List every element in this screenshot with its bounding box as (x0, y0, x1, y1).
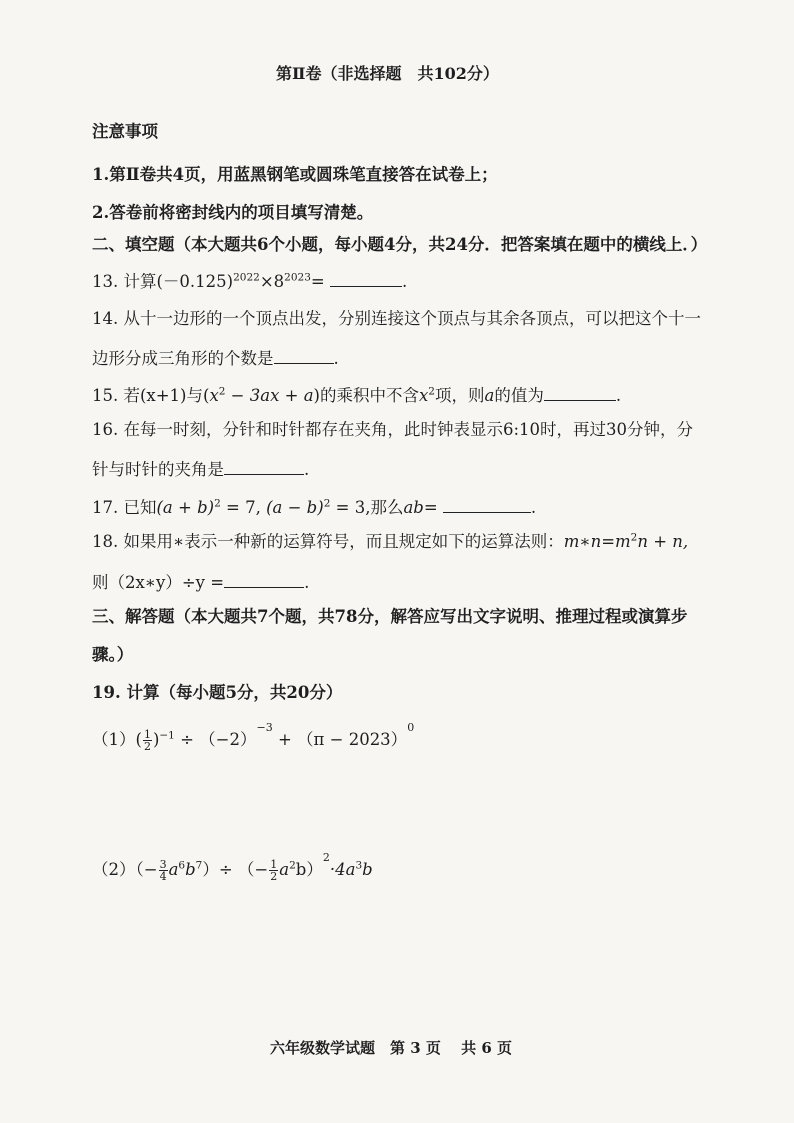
q18-answer-blank[interactable] (224, 569, 304, 588)
question-18-line-2: 则（2x∗y）÷y = . (92, 569, 309, 595)
q16-answer-blank[interactable] (224, 456, 304, 475)
q15-j: 的值为 (494, 386, 544, 405)
q18-rule-b: 2 (630, 531, 638, 544)
question-13: 13. 计算$(-0.125)^{2022}\times 8^{2023}=$ . (92, 268, 407, 294)
q19-p2-t4: b） (295, 860, 323, 879)
q19-p2-t5: ·4a (329, 860, 356, 879)
question-15: 15. 若(x+1)与$(x^2 - 3ax + a)$的乘积中不含$x^2$项，则a的值为 . (92, 382, 621, 408)
q15-e: )的乘积中不含 (313, 386, 419, 405)
notes-item-1: 1.第Ⅱ卷共4页，用蓝黑钢笔或圆珠笔直接答在试卷上； (92, 165, 498, 184)
q19-p1-frac-num: 1 (143, 728, 151, 741)
q17-d: = 7, (220, 498, 267, 517)
q19-p1-exp3: 0 (407, 721, 415, 734)
question-19-heading: 19. 计算（每小题5分，共20分） (92, 683, 343, 702)
section-2-heading: 二、填空题（本大题共6个小题，每小题4分，共24分．把答案填在题中的横线上．） (92, 235, 708, 254)
question-17: 17. 已知$(a + b)^2 = 7$, $(a - b)^2 = 3$,那么ab= . (92, 494, 536, 520)
q19-p1-plus: + （π − 2023） (272, 730, 408, 749)
q19-p2-t2e: 7 (195, 859, 203, 872)
q17-j: = (423, 498, 443, 517)
q16-text: 针与时针的夹角是 (92, 460, 224, 479)
q17-i: ab (403, 498, 424, 517)
question-16-line-2: 针与时针的夹角是 . (92, 456, 309, 482)
q19-part-2 (92, 851, 373, 884)
q19-p2-fraction-2 (269, 859, 278, 882)
q15-h: 项，则 (434, 386, 485, 405)
q15-b: x (209, 386, 219, 405)
q13-prefix: 13. 计算(－0.125) (92, 272, 234, 291)
q19-p2-t5e: 3 (355, 859, 363, 872)
section-3-heading-line-1: 三、解答题（本大题共7个题，共78分，解答应写出文字说明、推理过程或演算步 (92, 607, 688, 626)
q15-c: 2 (218, 385, 226, 398)
notes-heading: 注意事项 (92, 122, 158, 141)
q19-p2-t1: a (168, 860, 179, 879)
q19-p1-label: （1） (92, 730, 136, 749)
q17-e: (a − b) (266, 498, 324, 517)
q19-p2-t4e: 2 (322, 851, 330, 864)
q19-p1-mid: ÷ （−2） (174, 730, 257, 749)
q13-times: ×8 (259, 272, 285, 291)
q15-answer-blank[interactable] (544, 382, 616, 401)
section-title: 第Ⅱ卷（非选择题 共102分） (276, 64, 499, 83)
question-18-line-1 (92, 530, 688, 554)
question-16-line-1: 16. 在每一时刻，分针和时针都存在夹角，此时钟表显示6:10时，再过30分钟，分 (92, 420, 694, 439)
q19-part-1: （1）( $\frac{1}{2}$ )$^{-1}$ ÷ （−2）−3 + （π − 2023）0 (92, 728, 414, 754)
q13-exp1: 2022 (233, 271, 260, 284)
q14-answer-blank[interactable] (274, 345, 334, 364)
q19-p2-t2: b (185, 860, 196, 879)
q19-p2-frac1-den: 4 (159, 870, 167, 883)
q19-p2-t6: b (362, 860, 373, 879)
q14-text: 边形分成三角形的个数是 (92, 349, 274, 368)
q18-rule-a: m∗n=m (563, 532, 631, 551)
notes-item-2: 2.答卷前将密封线内的项目填写清楚。 (92, 203, 374, 222)
q17-b: (a + b) (156, 498, 215, 517)
q13-suffix: = (310, 272, 330, 291)
section-3-heading-line-2: 骤。） (92, 645, 134, 664)
page-footer: 六年级数学试题 第 3 页 共 6 页 (270, 1039, 512, 1057)
q18-text-2: 则（2x∗y）÷y = (92, 573, 225, 592)
q17-f: 2 (323, 497, 331, 510)
q15-a: 15. 若(x+1)与( (92, 386, 210, 405)
q17-h: 那么 (370, 498, 404, 517)
q19-p2-t3e: 2 (289, 859, 296, 872)
q15-f: x (418, 386, 429, 405)
q19-p2-frac2-den: 2 (270, 870, 278, 883)
question-14-line-2: 边形分成三角形的个数是 . (92, 345, 339, 371)
q19-p2-label: （2）（− (92, 860, 158, 879)
q19-p2-t1e: 6 (178, 859, 186, 872)
q15-g: 2 (428, 385, 435, 398)
q17-a: 17. 已知 (92, 498, 157, 517)
q15-i: a (484, 386, 495, 405)
q17-answer-blank[interactable] (443, 494, 531, 513)
q13-answer-blank[interactable] (330, 268, 402, 287)
q13-exp2: 2023 (284, 271, 311, 284)
q19-p2-frac2-num: 1 (270, 858, 278, 871)
q18-rule-c: n + n, (637, 532, 689, 551)
q17-g: = 3, (330, 498, 371, 517)
q19-p2-t3: a (279, 860, 290, 879)
q19-p1-exp1: −1 (159, 729, 175, 742)
question-14-line-1: 14. 从十一边形的一个顶点出发，分别连接这个顶点与其余各顶点，可以把这个十一 (92, 309, 701, 328)
q19-p1-frac-den: 2 (143, 740, 151, 753)
q17-c: 2 (214, 497, 221, 510)
q19-p2-fraction-1 (159, 859, 168, 882)
q18-text: 18. 如果用∗表示一种新的运算符号，而且规定如下的运算法则： (92, 532, 564, 551)
q19-p1-fraction (143, 729, 152, 752)
q19-p2-mid: ）÷ （− (202, 860, 269, 879)
q19-p2-frac1-num: 3 (159, 858, 167, 871)
q15-d: − 3ax + a (225, 386, 314, 405)
q19-p1-exp2: −3 (256, 721, 273, 734)
